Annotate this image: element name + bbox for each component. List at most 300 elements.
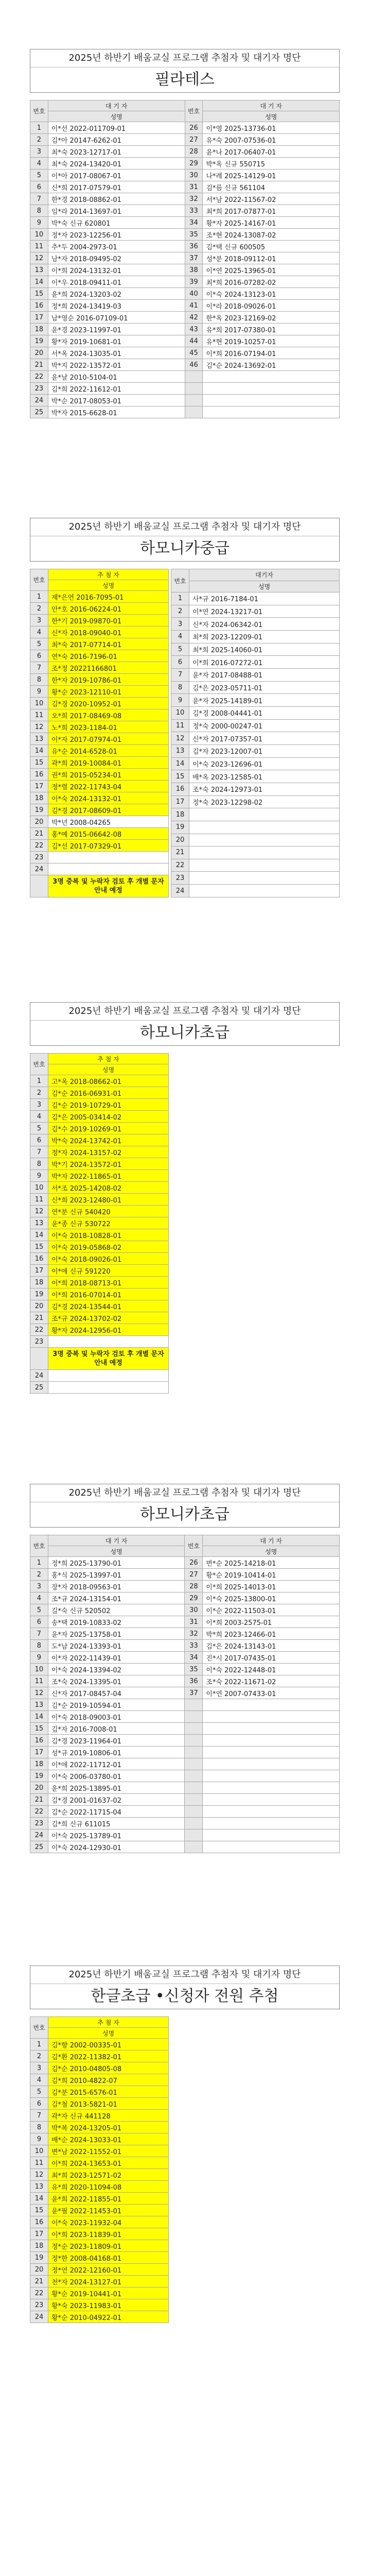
row-number: 11	[30, 2157, 48, 2169]
person-entry: 이*희 2016-07194-01	[203, 347, 340, 359]
person-entry: 조*숙 2024-13395-01	[48, 1675, 185, 1687]
row-number: 23	[30, 1818, 48, 1829]
person-entry: 곽*희 2019-10084-01	[48, 757, 169, 769]
row-number: 26	[185, 122, 203, 134]
table-row	[30, 1336, 169, 1348]
row-number: 20	[30, 347, 48, 359]
person-entry: 김*희 신규 611015	[48, 1818, 185, 1829]
person-entry: 유*현 2019-10257-01	[203, 335, 340, 347]
person-entry: 김*희 2010-4822-07	[48, 2074, 169, 2086]
person-entry: 황*자 2019-10681-01	[48, 335, 185, 347]
program-name: 필라테스	[155, 71, 215, 89]
row-number: 22	[30, 371, 48, 383]
person-entry: 이*희 2003-2575-01	[203, 1616, 340, 1628]
table-row	[30, 1134, 169, 1146]
table-row	[30, 2074, 169, 2086]
row-number: 22	[30, 840, 48, 852]
row-number	[185, 1747, 203, 1758]
person-entry: 정*숙 2023-12298-02	[189, 795, 340, 808]
row-number: 1	[30, 591, 48, 603]
row-number	[185, 1794, 203, 1806]
person-entry: 성*규 2019-10806-01	[48, 1747, 185, 1758]
table-row	[30, 359, 340, 371]
person-entry: 김*철 2013-5821-01	[48, 2098, 169, 2110]
row-number: 29	[185, 1592, 203, 1604]
person-entry: 정*순 2023-11809-01	[48, 2240, 169, 2252]
table-row	[30, 383, 340, 395]
person-entry: 윤*자 2025-14189-01	[189, 694, 340, 707]
table-row	[30, 1382, 169, 1394]
table-row	[30, 2193, 169, 2205]
person-entry: 신*희 2023-12480-01	[48, 1194, 169, 1206]
person-entry: 최*숙 2024-13420-01	[48, 158, 185, 170]
row-number: 23	[30, 383, 48, 395]
row-number: 24	[30, 1829, 48, 1841]
row-number: 13	[30, 2181, 48, 2193]
row-number: 12	[30, 1206, 48, 1217]
section-hangul-beginner	[30, 1965, 340, 2323]
table-row	[30, 745, 169, 757]
row-number: 1	[30, 2039, 48, 2050]
person-entry: 이*자 2017-07974-01	[48, 733, 169, 745]
row-number: 2	[30, 1087, 48, 1099]
person-entry: 김*은 2005-03414-02	[48, 1111, 169, 1123]
table-row	[171, 808, 340, 821]
person-entry: 윤*나 2017-06407-01	[203, 146, 340, 158]
row-number: 20	[30, 816, 48, 828]
row-number: 6	[30, 1616, 48, 1628]
person-entry: 김*경 2023-11964-01	[48, 1735, 185, 1747]
program-name: 하모니카초급	[140, 1024, 230, 1042]
person-entry: 김*택 신규 600505	[203, 241, 340, 252]
person-entry: 임*라 2014-13697-01	[48, 205, 185, 217]
table-row	[30, 2157, 169, 2169]
person-entry	[48, 1370, 169, 1382]
table-row	[30, 674, 169, 686]
row-number: 22	[30, 1324, 48, 1336]
col-header-picked: 추 첨 자	[48, 1054, 169, 1064]
table-row	[30, 2252, 169, 2264]
table-row	[30, 638, 169, 650]
section-title-box	[30, 518, 340, 562]
row-number: 17	[30, 2228, 48, 2240]
table-row	[30, 1794, 340, 1806]
person-entry: 정*자 2024-13157-02	[48, 1146, 169, 1158]
row-number: 13	[30, 1217, 48, 1229]
person-entry: 이*희 2023-11839-01	[48, 2228, 169, 2240]
row-number: 14	[171, 757, 189, 770]
picked-table	[30, 569, 169, 897]
person-entry: 이*영 2025-13736-01	[203, 122, 340, 134]
col-header-name: 성명	[48, 1064, 169, 1075]
table-row	[30, 840, 169, 852]
person-entry: 남*자 2018-09495-02	[48, 252, 185, 264]
person-entry: 박*년 2008-04265	[48, 816, 169, 828]
table-row	[30, 2276, 169, 2287]
row-number: 8	[30, 205, 48, 217]
person-entry: 이*숙 2018-10828-01	[48, 1229, 169, 1241]
picked-rows	[30, 591, 169, 875]
waitlist-rows	[30, 1557, 340, 1853]
row-number: 25	[30, 1382, 48, 1394]
table-row	[30, 2264, 169, 2276]
person-entry: 홍*예 2015-06642-08	[48, 828, 169, 840]
person-entry: 박*기 2024-13572-01	[48, 1158, 169, 1170]
row-number: 6	[171, 656, 189, 669]
person-entry: 김*자 2016-7008-01	[48, 1723, 185, 1735]
table-row	[30, 288, 340, 300]
table-row	[171, 732, 340, 745]
person-entry: 황*숙 2023-11983-01	[48, 2299, 169, 2311]
table-row	[30, 1640, 340, 1652]
person-entry: 윤*필 2022-11453-01	[48, 2205, 169, 2216]
table-row	[30, 229, 340, 241]
person-entry: 이*희 2018-08713-01	[48, 1277, 169, 1289]
row-number: 7	[30, 2110, 48, 2122]
row-number: 20	[30, 1782, 48, 1794]
row-number: 12	[30, 1687, 48, 1699]
table-row	[30, 395, 340, 406]
person-entry: 유*숙 2007-07536-01	[203, 134, 340, 146]
table-row	[30, 347, 340, 359]
table-row	[30, 1723, 340, 1735]
person-entry: 유*희 2020-11094-08	[48, 2181, 169, 2193]
person-entry	[203, 1770, 340, 1782]
row-number: 2	[30, 2050, 48, 2062]
row-number: 9	[30, 686, 48, 698]
person-entry: 정*연 2022-12160-01	[48, 2264, 169, 2276]
person-entry	[203, 1818, 340, 1829]
row-number: 5	[30, 638, 48, 650]
person-entry: 박*희 2023-12466-01	[203, 1628, 340, 1640]
table-row	[30, 615, 169, 626]
table-row	[171, 872, 340, 885]
row-number: 45	[185, 347, 203, 359]
person-entry	[189, 834, 340, 846]
row-number: 24	[30, 395, 48, 406]
col-header-name: 성명	[203, 111, 340, 122]
table-row	[30, 1664, 340, 1675]
person-entry: 이*숙 2018-09003-01	[48, 1711, 185, 1723]
person-entry: 이*연 2024-13217-01	[189, 605, 340, 618]
person-entry: 성*분 2018-09112-01	[203, 252, 340, 264]
person-entry: 이*숙 2025-13800-01	[203, 1592, 340, 1604]
row-number: 11	[30, 241, 48, 252]
table-row	[30, 264, 340, 276]
person-entry: 황*순 2010-04922-01	[48, 2311, 169, 2323]
row-number: 9	[30, 217, 48, 229]
person-entry: 최*희 2023-12571-02	[48, 2169, 169, 2181]
person-entry: 최*희 2025-14060-01	[189, 643, 340, 656]
person-entry: 김*환 2022-11382-01	[48, 2050, 169, 2062]
row-number: 3	[171, 618, 189, 631]
table-row	[30, 1182, 169, 1194]
row-number: 4	[30, 2074, 48, 2086]
row-number: 24	[171, 885, 189, 897]
col-header-number: 번호	[30, 100, 48, 122]
row-number: 2	[30, 603, 48, 615]
table-row	[30, 217, 340, 229]
person-entry: 이*라 2018-09026-01	[203, 300, 340, 312]
table-row	[30, 1806, 340, 1818]
person-entry: 윤*자 2025-13758-01	[48, 1628, 185, 1640]
row-number: 11	[30, 1675, 48, 1687]
row-number: 26	[185, 1557, 203, 1569]
person-entry: 이*희 2025-14013-01	[203, 1581, 340, 1592]
row-number: 11	[30, 709, 48, 721]
row-number: 22	[30, 2287, 48, 2299]
person-entry: 김*경 2008-04441-01	[189, 706, 340, 719]
person-entry: 이*숙 2024-13394-02	[48, 1664, 185, 1675]
table-row	[30, 2062, 169, 2074]
table-row	[171, 859, 340, 872]
row-number	[185, 1699, 203, 1711]
row-number: 6	[30, 650, 48, 662]
person-entry: 남*영순 2016-07109-01	[48, 312, 185, 324]
col-header-name: 성명	[48, 2028, 169, 2039]
row-number: 6	[30, 2098, 48, 2110]
row-number: 19	[30, 2252, 48, 2264]
table-row	[30, 2039, 169, 2050]
row-number: 15	[171, 770, 189, 783]
table-row	[30, 1818, 340, 1829]
person-entry: 김*순 2010-04805-08	[48, 2062, 169, 2074]
row-number: 15	[30, 2205, 48, 2216]
row-number	[185, 1735, 203, 1747]
row-number	[185, 395, 203, 406]
table-row	[30, 335, 340, 347]
person-entry: 한*옥 2023-12169-02	[203, 312, 340, 324]
table-row	[30, 1111, 169, 1123]
row-number: 8	[30, 2122, 48, 2133]
table-row	[30, 1581, 340, 1592]
col-header-waitlist: 대 기 자	[203, 100, 340, 111]
person-entry: 윤*희 2022-11855-01	[48, 2193, 169, 2205]
person-entry: 김*순 2022-11715-04	[48, 1806, 185, 1818]
table-row	[171, 885, 340, 897]
person-entry: 신*자 2024-06342-01	[189, 618, 340, 631]
picked-rows	[30, 1075, 169, 1348]
table-row	[171, 681, 340, 694]
program-name: 하모니카중급	[140, 539, 230, 557]
row-number: 24	[30, 1370, 48, 1382]
person-entry	[203, 1794, 340, 1806]
row-number: 5	[30, 1604, 48, 1616]
person-entry: 윤*종 신규 530722	[48, 1217, 169, 1229]
table-row	[171, 846, 340, 859]
person-entry: 이*희 2024-13653-01	[48, 2157, 169, 2169]
row-number: 35	[185, 1664, 203, 1675]
person-entry	[203, 1711, 340, 1723]
row-number: 41	[185, 300, 203, 312]
person-entry: 김*희 2022-11612-01	[48, 383, 185, 395]
table-row	[30, 1699, 340, 1711]
person-entry: 제*은연 2016-7095-01	[48, 591, 169, 603]
program-list-title: 2025년 하반기 배움교실 프로그램 추첨자 및 대기자 명단	[30, 518, 339, 536]
person-entry: 박*지 2022-13572-01	[48, 359, 185, 371]
col-header-picked: 추 첨 자	[48, 569, 169, 580]
row-number: 44	[185, 335, 203, 347]
section-title-box	[30, 1965, 340, 2009]
person-entry: 김*경 2024-13544-01	[48, 1300, 169, 1312]
person-entry: 김*순 2019-10729-01	[48, 1099, 169, 1111]
person-entry: 이*숙 2018-09026-01	[48, 1253, 169, 1265]
row-number: 38	[185, 264, 203, 276]
table-row	[30, 181, 340, 193]
row-number: 14	[30, 2193, 48, 2205]
table-row	[30, 2205, 169, 2216]
person-entry	[203, 406, 340, 418]
table-row	[171, 694, 340, 707]
row-number: 4	[30, 1592, 48, 1604]
row-number: 8	[171, 681, 189, 694]
row-number: 13	[30, 264, 48, 276]
person-entry: 최*숙 2017-07714-01	[48, 638, 169, 650]
person-entry: 이*우 2018-09411-01	[48, 276, 185, 288]
person-entry	[189, 885, 340, 897]
table-row	[30, 2287, 169, 2299]
row-number: 7	[171, 668, 189, 681]
col-header-waitlist: 대 기 자	[48, 1535, 185, 1546]
table-row	[30, 1229, 169, 1241]
person-entry: 나*례 2025-14129-01	[203, 170, 340, 181]
row-number: 17	[30, 1747, 48, 1758]
row-number: 33	[185, 1640, 203, 1652]
row-number: 21	[30, 359, 48, 371]
row-number: 7	[30, 1628, 48, 1640]
row-number: 20	[30, 2264, 48, 2276]
person-entry: 장*자 2018-09563-01	[48, 1581, 185, 1592]
row-number: 4	[30, 1111, 48, 1123]
table-row	[30, 1569, 340, 1581]
row-number	[185, 1806, 203, 1818]
row-number: 21	[30, 1312, 48, 1324]
table-row	[30, 312, 340, 324]
row-number: 12	[30, 252, 48, 264]
table-row	[30, 2299, 169, 2311]
row-number: 5	[30, 2086, 48, 2098]
person-entry: 이*애 신규 591220	[48, 1265, 169, 1277]
person-entry: 고*옥 2018-08662-01	[48, 1075, 169, 1087]
row-number: 14	[30, 1229, 48, 1241]
table-row	[30, 804, 169, 816]
section-title-box	[30, 49, 340, 93]
table-row	[171, 783, 340, 795]
table-row	[30, 122, 340, 134]
table-row	[171, 834, 340, 846]
row-number: 1	[30, 122, 48, 134]
person-entry: 이*숙 2006-03780-01	[48, 1770, 185, 1782]
row-number: 18	[30, 1277, 48, 1289]
person-entry: 길*숙 신규 520502	[48, 1604, 185, 1616]
section-pilates	[30, 49, 340, 418]
person-entry: 정*희 2024-13419-03	[48, 300, 185, 312]
row-number: 27	[185, 1569, 203, 1581]
col-header-number: 번호	[30, 1535, 48, 1557]
row-number	[185, 371, 203, 383]
person-entry: 천*자 2024-13127-01	[48, 2276, 169, 2287]
person-entry: 김*경 2020-10952-01	[48, 698, 169, 709]
table-row	[171, 770, 340, 783]
person-entry: 박*순 2017-08053-01	[48, 395, 185, 406]
person-entry: 도*남 2024-13393-01	[48, 1640, 185, 1652]
row-number: 9	[171, 694, 189, 707]
row-number: 1	[30, 1075, 48, 1087]
row-number: 14	[30, 1711, 48, 1723]
person-entry: 배*순 2024-13033-01	[48, 2133, 169, 2145]
table-row	[30, 1206, 169, 1217]
person-entry: 정*자 2023-12256-01	[48, 229, 185, 241]
person-entry: 오*희 2017-08469-08	[48, 709, 169, 721]
person-entry: 윤*자 2017-08488-01	[189, 668, 340, 681]
row-number: 19	[171, 821, 189, 834]
person-entry	[203, 1806, 340, 1818]
person-entry: 이*숙 2024-12930-01	[48, 1841, 185, 1853]
person-entry: 황*자 2025-14167-01	[203, 217, 340, 229]
row-number: 19	[30, 1289, 48, 1300]
row-number: 11	[30, 1194, 48, 1206]
row-number: 19	[30, 804, 48, 816]
row-number: 19	[30, 1770, 48, 1782]
table-row	[30, 146, 340, 158]
person-entry: 조*규 2024-13702-02	[48, 1312, 169, 1324]
person-entry: 박*자 2015-6628-01	[48, 406, 185, 418]
picked-table	[30, 2016, 169, 2323]
table-row	[30, 662, 169, 674]
row-number: 19	[30, 335, 48, 347]
person-entry	[189, 859, 340, 872]
program-list-title: 2025년 하반기 배움교실 프로그램 추첨자 및 대기자 명단	[30, 49, 339, 67]
row-number: 25	[30, 1841, 48, 1853]
person-entry	[203, 395, 340, 406]
person-entry	[203, 1758, 340, 1770]
table-row	[30, 603, 169, 615]
person-entry: 조*정 20221166801	[48, 662, 169, 674]
table-row	[30, 134, 340, 146]
person-entry: 사*규 2016-7184-01	[189, 592, 340, 605]
row-number: 23	[30, 1336, 48, 1348]
person-entry: 박*복 2024-13205-01	[48, 2122, 169, 2133]
person-entry: 김*선 2017-07329-01	[48, 840, 169, 852]
person-entry: 이*자 2022-11439-01	[48, 1652, 185, 1664]
person-entry: 추*두 2004-2973-01	[48, 241, 185, 252]
table-row	[30, 1604, 340, 1616]
table-row	[30, 1687, 340, 1699]
note-blank-cell	[30, 875, 48, 897]
row-number: 32	[185, 193, 203, 205]
person-entry: 신*자 2017-08457-04	[48, 1687, 185, 1699]
table-row	[171, 719, 340, 732]
row-number: 40	[185, 288, 203, 300]
person-entry	[48, 863, 169, 875]
waitlist-table	[30, 1535, 340, 1853]
row-number	[185, 1723, 203, 1735]
row-number: 17	[30, 312, 48, 324]
person-entry: 박*숙 신규 620801	[48, 217, 185, 229]
person-entry: 안*호 2016-06224-01	[48, 603, 169, 615]
person-entry	[189, 821, 340, 834]
row-number: 13	[30, 733, 48, 745]
table-row	[30, 371, 340, 383]
table-row	[30, 686, 169, 698]
table-row	[30, 1277, 169, 1289]
table-row	[30, 241, 340, 252]
person-entry	[203, 1699, 340, 1711]
person-entry: 최*희 2017-07877-01	[203, 205, 340, 217]
row-number	[185, 1841, 203, 1853]
person-entry: 한*자 2019-10786-01	[48, 674, 169, 686]
person-entry: 권*희 2015-05234-01	[48, 769, 169, 781]
